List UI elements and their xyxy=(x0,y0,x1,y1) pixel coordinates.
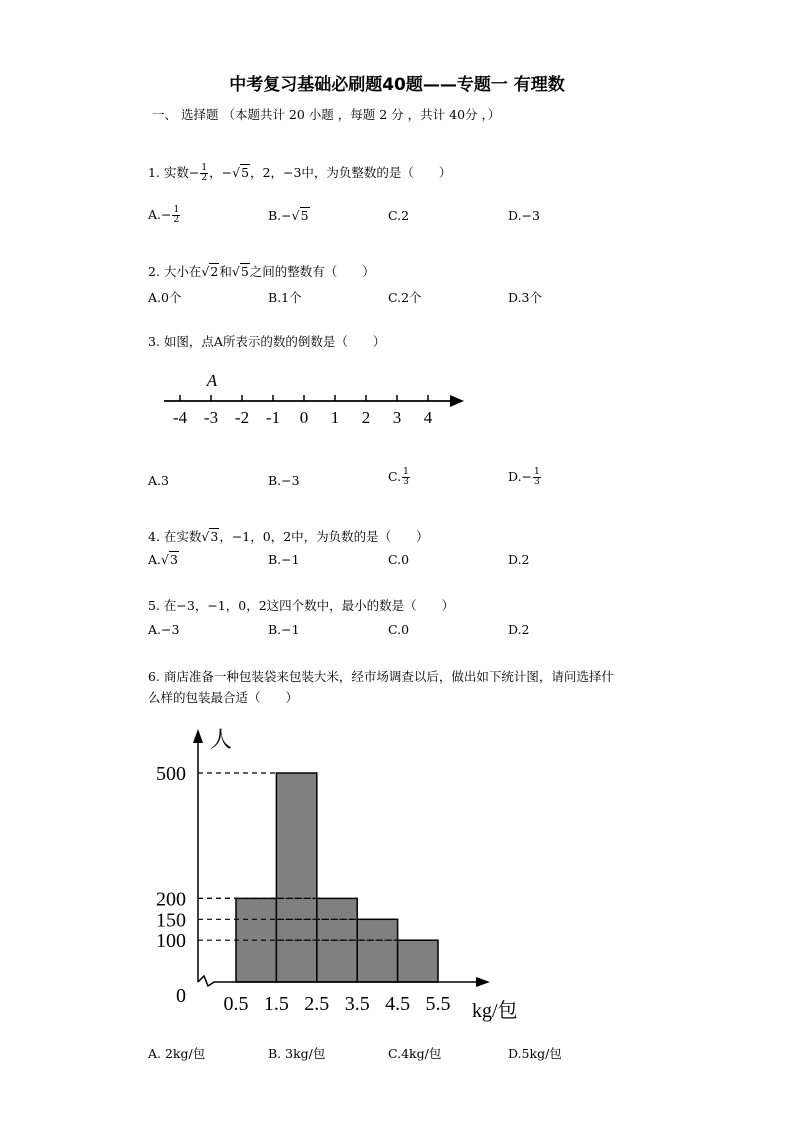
number-line-tick-label: 0 xyxy=(299,408,309,427)
q4-option-b[interactable]: B.−1 xyxy=(268,552,300,567)
question-4 xyxy=(148,527,429,545)
q4-option-a-label: A. xyxy=(148,552,162,567)
x-axis-label: kg/包 xyxy=(472,1000,518,1022)
q3-option-c[interactable] xyxy=(388,468,411,487)
q5-option-c[interactable]: C.0 xyxy=(388,622,410,637)
y-tick-label: 150 xyxy=(156,909,186,932)
q1-option-c[interactable]: C.2 xyxy=(388,208,410,223)
q4-sqrt: √3 xyxy=(201,529,219,544)
q1-option-b[interactable] xyxy=(268,208,310,223)
q1-option-a-fraction xyxy=(172,206,180,225)
q4-rad: 3 xyxy=(210,529,219,544)
number-line-tick-label: 1 xyxy=(330,408,340,427)
q1-sqrt-rad: 5 xyxy=(241,165,250,180)
question-3: 3. 如图，点A所表示的数的倒数是（ ） xyxy=(148,334,386,349)
q6-option-a[interactable]: A. 2kg/包 xyxy=(148,1046,206,1061)
histogram-bar xyxy=(398,940,438,982)
y-tick-label: 0 xyxy=(176,985,186,1007)
x-axis-arrow-icon xyxy=(476,977,490,987)
number-line xyxy=(150,365,480,435)
q4-suffix: ，−1，0，2中，为负数的是（ ） xyxy=(219,529,429,544)
page-title: 中考复习基础必刷题40题——专题一 有理数 xyxy=(229,75,565,95)
q1-option-b-sqrt: √5 xyxy=(291,208,309,223)
number-line-tick-label: -3 xyxy=(203,408,219,427)
point-a-label: A xyxy=(206,371,218,390)
q1-suffix: ，2，−3中，为负整数的是（ ） xyxy=(250,165,452,180)
q2-option-a[interactable]: A.0个 xyxy=(148,290,182,305)
q3-option-d-label: D.− xyxy=(508,469,533,484)
x-tick-label: 3.5 xyxy=(344,993,370,1015)
x-tick-label: 2.5 xyxy=(304,993,330,1015)
histogram-bar xyxy=(276,773,316,982)
number-line-tick-label: -1 xyxy=(265,408,281,427)
histogram-chart xyxy=(150,725,570,1030)
number-line-tick-label: 2 xyxy=(361,408,371,427)
x-tick-label: 0.5 xyxy=(223,993,249,1015)
q5-option-a[interactable]: A.−3 xyxy=(148,622,180,637)
x-tick-label: 1.5 xyxy=(263,993,289,1015)
q4-option-a[interactable] xyxy=(148,552,179,567)
q2-prefix: 2. 大小在 xyxy=(148,264,202,279)
q4-option-a-rad: 3 xyxy=(169,552,178,567)
question-2 xyxy=(148,262,375,280)
q3-option-d-num: 1 xyxy=(534,467,540,477)
q1-sqrt: √5 xyxy=(232,165,250,180)
q2-option-b[interactable]: B.1个 xyxy=(268,290,302,305)
q3-option-c-num: 1 xyxy=(403,467,409,477)
number-line-tick-label: 3 xyxy=(392,408,402,427)
number-line-tick-label: -4 xyxy=(172,408,188,427)
q1-fraction xyxy=(200,164,208,183)
y-tick-label: 500 xyxy=(156,763,186,785)
question-1 xyxy=(148,163,451,183)
number-line-tick-label: 4 xyxy=(423,408,433,427)
histogram-bar xyxy=(357,919,397,982)
x-tick-label: 4.5 xyxy=(385,993,411,1015)
x-tick-label: 5.5 xyxy=(425,993,451,1015)
q1-prefix: 1. 实数 xyxy=(148,165,189,180)
q3-option-d-fraction xyxy=(533,468,541,487)
q6-option-c[interactable]: C.4kg/包 xyxy=(388,1046,442,1061)
q2-sqrt-2: √5 xyxy=(231,264,249,279)
q6-option-d[interactable]: D.5kg/包 xyxy=(508,1046,562,1061)
q4-prefix: 4. 在实数 xyxy=(148,529,202,544)
q2-rad-1: 2 xyxy=(210,264,219,279)
q3-option-a[interactable]: A.3 xyxy=(148,473,169,488)
y-axis-label: 人 xyxy=(210,727,233,752)
q4-option-d[interactable]: D.2 xyxy=(508,552,530,567)
q1-frac-num: 1 xyxy=(201,163,208,173)
q1-option-d[interactable]: D.−3 xyxy=(508,208,540,223)
q5-option-b[interactable]: B.−1 xyxy=(268,622,300,637)
q4-option-a-sqrt: √3 xyxy=(161,552,178,567)
q3-option-c-fraction xyxy=(402,468,410,487)
q6-option-b[interactable]: B. 3kg/包 xyxy=(268,1046,326,1061)
y-axis-arrow-icon xyxy=(193,729,203,743)
number-line-arrow-icon xyxy=(450,395,464,407)
q1-option-b-rad: 5 xyxy=(300,208,309,223)
question-5: 5. 在−3，−1，0，2这四个数中，最小的数是（ ） xyxy=(148,598,455,613)
q1-mid: ，− xyxy=(209,165,233,180)
q4-option-c[interactable]: C.0 xyxy=(388,552,410,567)
q1-frac-sign: − xyxy=(188,165,200,180)
section-heading: 一、 选择题 （本题共计 20 小题 ，每题 2 分 ，共计 40分 ，） xyxy=(152,107,501,122)
q2-option-c[interactable]: C.2个 xyxy=(388,290,422,305)
q2-suffix: 之间的整数有（ ） xyxy=(249,264,375,279)
q2-rad-2: 5 xyxy=(240,264,249,279)
q2-sqrt-1: √2 xyxy=(201,264,219,279)
q3-option-c-label: C. xyxy=(388,469,402,484)
question-6-line-1: 6. 商店准备一种包装袋来包装大米，经市场调查以后，做出如下统计图，请问选择什 xyxy=(148,669,614,684)
y-tick-label: 200 xyxy=(156,888,186,911)
q1-option-a-den: 2 xyxy=(173,215,180,225)
q3-option-b[interactable]: B.−3 xyxy=(268,473,300,488)
q5-option-d[interactable]: D.2 xyxy=(508,622,530,637)
q2-option-d[interactable]: D.3个 xyxy=(508,290,543,305)
q1-frac-den: 2 xyxy=(201,173,208,183)
number-line-tick-label: -2 xyxy=(234,408,250,427)
q1-option-b-label: B.− xyxy=(268,208,292,223)
q3-option-c-den: 3 xyxy=(403,477,409,487)
q1-option-a-num: 1 xyxy=(173,205,180,215)
q1-option-a-label: A.− xyxy=(148,207,172,222)
q1-option-a[interactable] xyxy=(148,206,181,225)
q3-option-d[interactable] xyxy=(508,468,542,487)
q2-mid: 和 xyxy=(219,264,232,279)
question-6-line-2: 么样的包装最合适（ ） xyxy=(148,690,299,705)
q3-option-d-den: 3 xyxy=(534,477,540,487)
y-tick-label: 100 xyxy=(156,930,186,953)
